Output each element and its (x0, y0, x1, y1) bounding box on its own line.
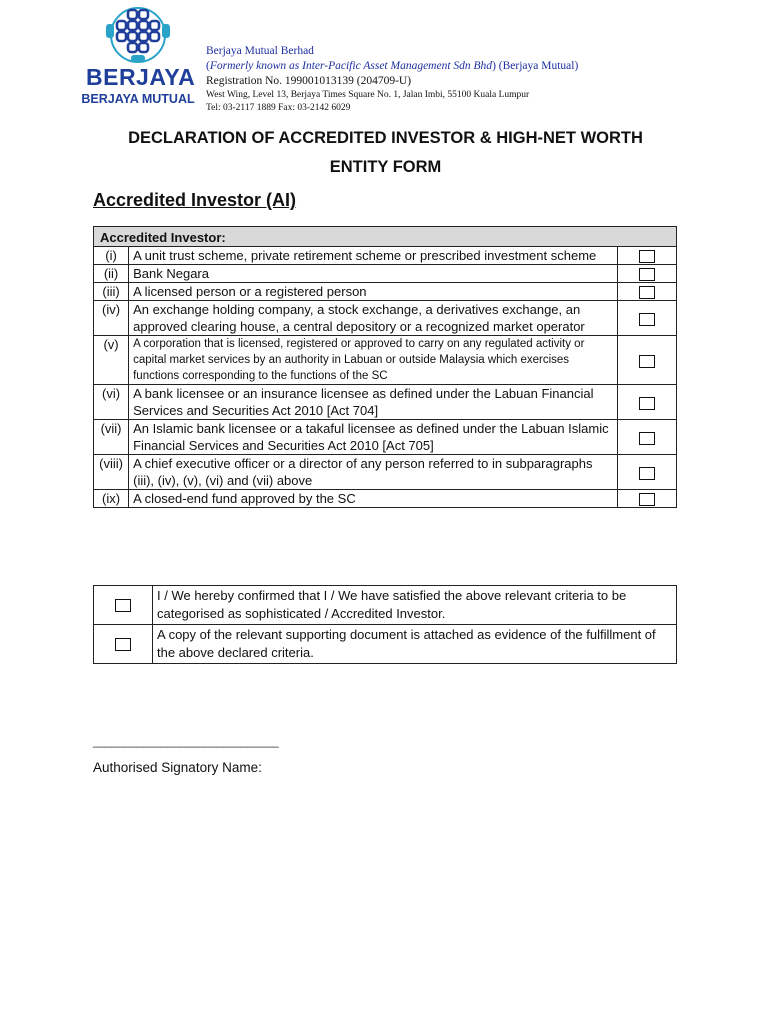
criteria-row (94, 420, 677, 455)
criteria-row (94, 301, 677, 336)
criteria-checkbox-vii[interactable] (639, 432, 655, 445)
company-name: Berjaya Mutual Berhad (206, 45, 314, 57)
former-name-italic: Formerly known as Inter-Pacific Asset Management Sdn Bhd (209, 60, 493, 72)
criteria-number: (v) (94, 336, 129, 385)
confirm-criteria-checkbox[interactable] (115, 599, 131, 612)
document-title (93, 124, 678, 182)
checkbox-cell (617, 490, 676, 508)
criteria-number: (vi) (94, 385, 129, 420)
company-address: West Wing, Level 13, Berjaya Times Square No. 1, Jalan Imbi, 55100 Kuala Lumpur (206, 90, 530, 100)
criteria-row (94, 336, 677, 385)
table-header-row (94, 227, 677, 247)
berjaya-logo (72, 4, 202, 110)
criteria-checkbox-v[interactable] (639, 355, 655, 368)
checkbox-cell (617, 420, 676, 455)
confirmation-text: I / We hereby confirmed that I / We have satisfied the above relevant criteria to be categorised as sophisticated / Accredited Investor. (153, 586, 677, 625)
logo-wordmark: BERJAYA (86, 64, 196, 90)
checkbox-cell (94, 625, 153, 664)
criteria-number: (iii) (94, 283, 129, 301)
criteria-text: A corporation that is licensed, registered or approved to carry on any regulated activity or capital market services by an authority in Labuan or outside Malaysia which exercises functions corresponding to the functions of the SC (129, 336, 618, 385)
former-name-prefix: ( (206, 60, 210, 72)
criteria-text: A licensed person or a registered person (129, 283, 618, 301)
checkbox-cell (617, 283, 676, 301)
criteria-row (94, 490, 677, 508)
registration-number: Registration No. 199001013139 (204709-U) (206, 75, 412, 87)
company-phone-fax: Tel: 03-2117 1889 Fax: 03-2142 6029 (206, 103, 351, 113)
criteria-checkbox-i[interactable] (639, 250, 655, 263)
letterhead (72, 4, 692, 112)
signature-line[interactable]: ______________________________ (93, 734, 279, 748)
checkbox-cell (617, 301, 676, 336)
table-header: Accredited Investor: (94, 227, 677, 247)
criteria-text: A closed-end fund approved by the SC (129, 490, 618, 508)
criteria-row (94, 283, 677, 301)
checkbox-cell (617, 336, 676, 385)
criteria-checkbox-ix[interactable] (639, 493, 655, 506)
criteria-checkbox-vi[interactable] (639, 397, 655, 410)
criteria-text: A unit trust scheme, private retirement scheme or prescribed investment scheme (129, 247, 618, 265)
criteria-number: (ix) (94, 490, 129, 508)
confirmation-row (94, 625, 677, 664)
criteria-checkbox-iii[interactable] (639, 286, 655, 299)
criteria-number: (vii) (94, 420, 129, 455)
checkbox-cell (617, 385, 676, 420)
criteria-text: A bank licensee or an insurance licensee as defined under the Labuan Financial Services and Securities Act 2010 [Act 704] (129, 385, 618, 420)
section-heading: Accredited Investor (AI) (93, 190, 297, 210)
former-name-suffix: ) (Berjaya Mutual) (492, 60, 579, 72)
criteria-row (94, 385, 677, 420)
criteria-text: An Islamic bank licensee or a takaful licensee as defined under the Labuan Islamic Financial Services and Securities Act 2010 [Act 705] (129, 420, 618, 455)
criteria-text: Bank Negara (129, 265, 618, 283)
title-line-2: ENTITY FORM (329, 158, 442, 176)
logo-subtitle: BERJAYA MUTUAL (81, 92, 195, 106)
former-name (206, 59, 686, 74)
criteria-row (94, 455, 677, 490)
signatory-name-label: Authorised Signatory Name: (93, 760, 262, 775)
checkbox-cell (617, 247, 676, 265)
criteria-text: A chief executive officer or a director of any person referred to in subparagraphs (iii), (iv), (v), (vi) and (vii) above (129, 455, 618, 490)
checkbox-cell (617, 455, 676, 490)
company-details (206, 44, 686, 115)
criteria-number: (ii) (94, 265, 129, 283)
criteria-row (94, 247, 677, 265)
logo-emblem-icon (94, 4, 182, 66)
criteria-checkbox-viii[interactable] (639, 467, 655, 480)
criteria-number: (iv) (94, 301, 129, 336)
title-line-1: DECLARATION OF ACCREDITED INVESTOR & HIGH-NET WORTH (128, 129, 643, 147)
accredited-investor-table (93, 226, 677, 508)
criteria-number: (i) (94, 247, 129, 265)
criteria-text: An exchange holding company, a stock exchange, a derivatives exchange, an approved clearing house, a central depository or a recognized market operator (129, 301, 618, 336)
criteria-checkbox-iv[interactable] (639, 313, 655, 326)
criteria-row (94, 265, 677, 283)
confirmation-table (93, 585, 677, 664)
confirmation-text: A copy of the relevant supporting document is attached as evidence of the fulfillment of the above declared criteria. (153, 625, 677, 664)
criteria-checkbox-ii[interactable] (639, 268, 655, 281)
criteria-number: (viii) (94, 455, 129, 490)
checkbox-cell (94, 586, 153, 625)
supporting-document-checkbox[interactable] (115, 638, 131, 651)
checkbox-cell (617, 265, 676, 283)
confirmation-row (94, 586, 677, 625)
